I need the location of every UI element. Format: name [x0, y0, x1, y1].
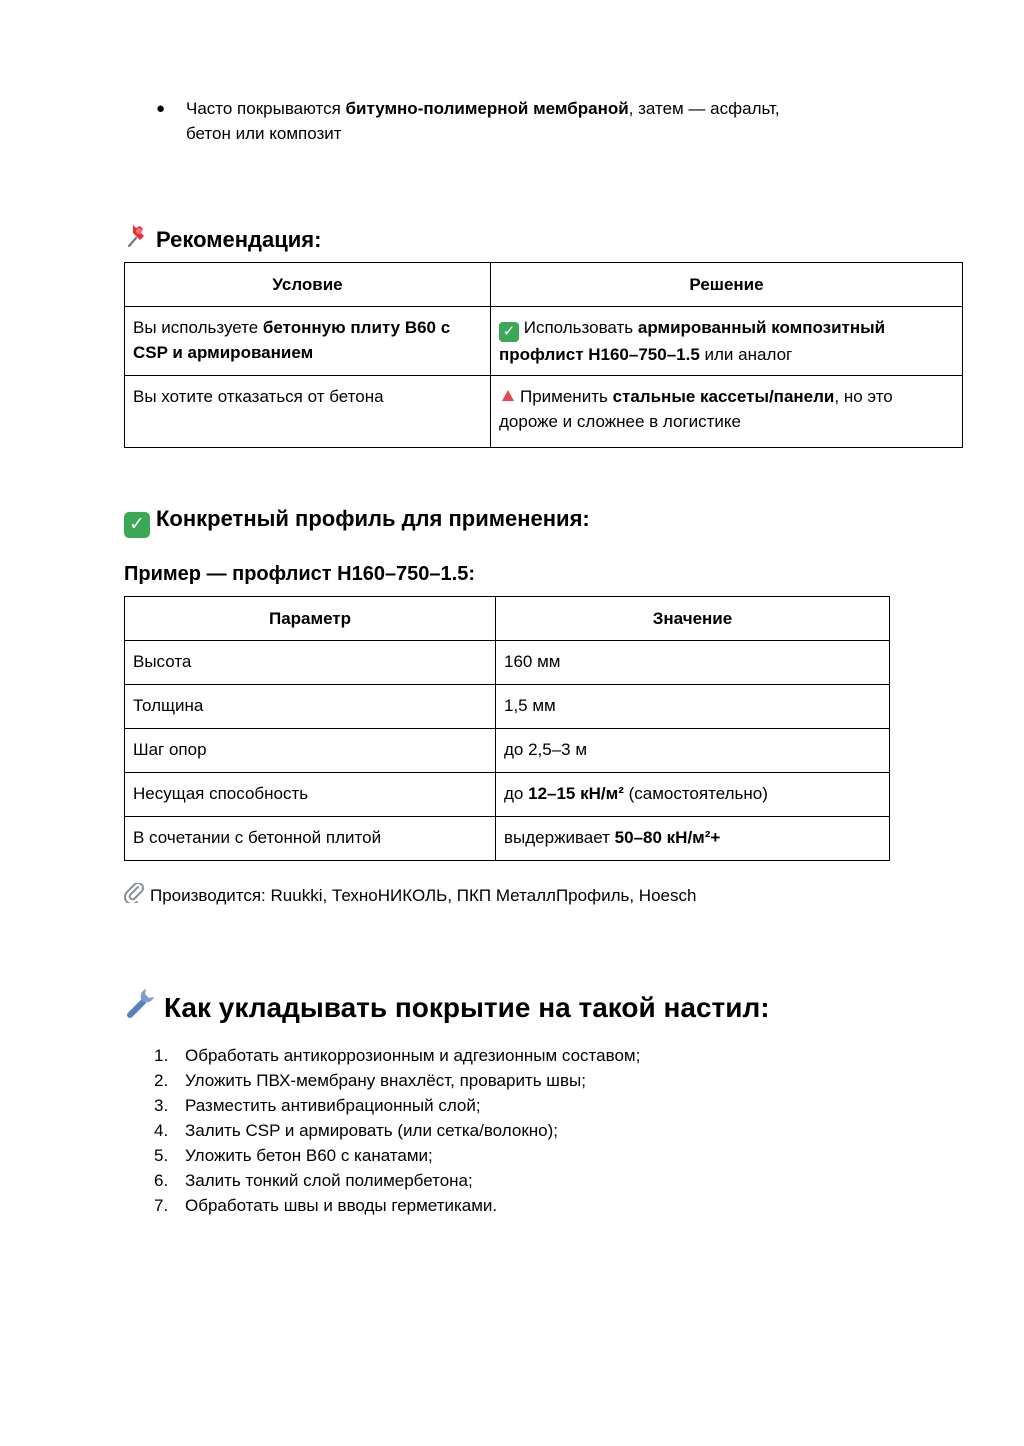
- list-item: 4. Залить CSP и армировать (или сетка/волокно);: [154, 1121, 558, 1140]
- table-header-row: [125, 597, 890, 641]
- solution-cell: ✓ Использовать армированный композитный профлист H160–750–1.5 или аналог: [491, 307, 963, 376]
- column-header-condition: Условие: [125, 263, 491, 307]
- check-mark-icon: ✓: [124, 512, 150, 538]
- profile-title: Конкретный профиль для применения:: [156, 506, 590, 531]
- list-item: 5. Уложить бетон B60 с канатами;: [154, 1146, 433, 1165]
- intro-bullet-text: [186, 96, 916, 146]
- manufacturers-text: Производится: Ruukki, ТехноНИКОЛЬ, ПКП МеталлПрофиль, Hoesch: [150, 886, 697, 905]
- value-cell: 1,5 мм: [496, 685, 890, 729]
- table-row: [125, 773, 890, 817]
- profile-parameters-table: [124, 596, 890, 861]
- pushpin-icon: [124, 223, 150, 257]
- table-row: [125, 641, 890, 685]
- parameter-cell: Шаг опор: [125, 729, 496, 773]
- red-triangle-icon: [502, 390, 514, 401]
- intro-text-line2: бетон или композит: [186, 124, 342, 143]
- value-cell: выдерживает 50–80 кН/м²+: [496, 817, 890, 861]
- recommendation-heading: [124, 223, 321, 257]
- table-row: [125, 729, 890, 773]
- column-header-parameter: Параметр: [125, 597, 496, 641]
- list-item: 3. Разместить антивибрационный слой;: [154, 1096, 481, 1115]
- table-row: [125, 376, 963, 448]
- profile-subheading: Пример — профлист H160–750–1.5:: [124, 563, 476, 585]
- recommendation-title: Рекомендация:: [156, 227, 322, 252]
- table-row: [125, 685, 890, 729]
- list-item: 7. Обработать швы и вводы герметиками.: [154, 1196, 498, 1215]
- laying-title: Как укладывать покрытие на такой настил:: [164, 992, 770, 1023]
- column-header-solution: Решение: [491, 263, 963, 307]
- table-row: [125, 307, 963, 376]
- recommendation-table: [124, 262, 963, 448]
- wrench-icon: [124, 985, 158, 1028]
- paperclip-icon: [124, 883, 146, 910]
- bullet-dot-icon: ●: [156, 100, 166, 117]
- parameter-cell: Высота: [125, 641, 496, 685]
- table-header-row: [125, 263, 963, 307]
- parameter-cell: В сочетании с бетонной плитой: [125, 817, 496, 861]
- condition-cell: Вы используете бетонную плиту B60 с CSP и армированием: [125, 307, 491, 376]
- table-row: [125, 817, 890, 861]
- check-mark-icon: ✓: [499, 322, 519, 342]
- laying-steps-list: [154, 1043, 874, 1218]
- intro-text-bold: битумно-полимерной мембраной: [345, 99, 629, 118]
- intro-text-start: Часто покрываются: [186, 99, 346, 118]
- intro-text-end: , затем — асфальт,: [628, 99, 780, 118]
- solution-cell: Применить стальные кассеты/панели, но это дороже и сложнее в логистике: [491, 376, 963, 448]
- parameter-cell: Несущая способность: [125, 773, 496, 817]
- value-cell: 160 мм: [496, 641, 890, 685]
- parameter-cell: Толщина: [125, 685, 496, 729]
- condition-cell: Вы хотите отказаться от бетона: [125, 376, 491, 448]
- value-cell: до 2,5–3 м: [496, 729, 890, 773]
- value-cell: до 12–15 кН/м² (самостоятельно): [496, 773, 890, 817]
- column-header-value: Значение: [496, 597, 890, 641]
- list-item: 6. Залить тонкий слой полимербетона;: [154, 1171, 473, 1190]
- manufacturers-line: [124, 883, 696, 910]
- intro-bullet-item: [156, 96, 916, 146]
- profile-heading: [124, 504, 590, 538]
- list-item: 2. Уложить ПВХ-мембрану внахлёст, проварить швы;: [154, 1071, 586, 1090]
- list-item: 1. Обработать антикоррозионным и адгезионным составом;: [154, 1046, 641, 1065]
- laying-heading: [124, 985, 770, 1028]
